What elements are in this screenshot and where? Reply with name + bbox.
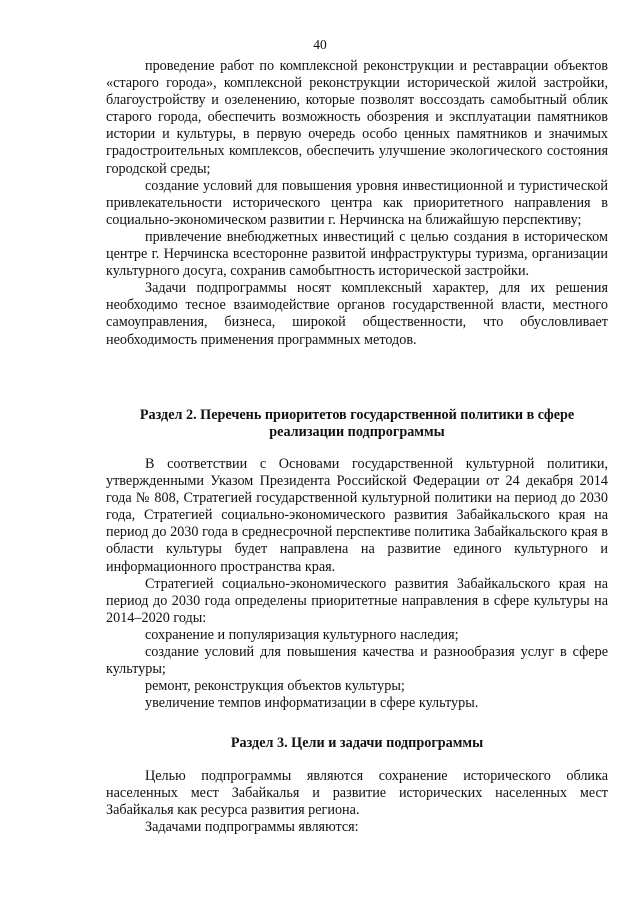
paragraph: Задачами подпрограммы являются:: [145, 819, 359, 836]
section-2-title-line-1: Раздел 2. Перечень приоритетов государственной политики в сфере: [139, 407, 575, 423]
list-item: создание условий для повышения качества и разнообразия услуг в сфере культуры;: [106, 644, 608, 678]
intro-text: [106, 58, 608, 349]
paragraph: Стратегией социально-экономического развития Забайкальского края на период до 2030 года определены приоритетные направления в сфере культуры на 2014–2020 годы:: [106, 575, 608, 626]
paragraph: Задачи подпрограммы носят комплексный характер, для их решения необходимо тесное взаимодействие органов государственной власти, местного самоуправления, бизнеса, широкой общественности, что обусловливает необходимость применения программных методов.: [106, 280, 608, 348]
paragraph: В соответствии с Основами государственной культурной политики, утвержденными Указом Президента Российской Федерации от 24 декабря 2014 года № 808, Стратегией государственной культурной политики на период до 2030 года, Стратегией социально-экономического развития Забайкальского края на период до 2030 года в среднесрочной перспективе политика Забайкальского края в области культуры будет направлена на развитие единого культурного и информационного пространства края.: [106, 456, 608, 575]
section-2-heading: [106, 407, 608, 441]
section-3-heading: [106, 735, 608, 752]
section-2-text: [106, 456, 608, 712]
section-3-text: [106, 768, 608, 836]
paragraph: проведение работ по комплексной реконструкции и реставрации объектов «старого города», комплексной реконструкции исторической жилой застройки, благоустройству и озеленению, которые позволят воссоздать самобытный облик старого города, обеспечить возможность обозрения и эксплуатации памятников истории и культуры, в первую очередь особо ценных памятников и значимых градостроительных комплексов, обеспечить улучшение экологического состояния городской среды;: [106, 58, 608, 177]
paragraph: привлечение внебюджетных инвестиций с целью создания в историческом центре г. Нерчинска всесторонне развитой инфраструктуры туризма, организации культурного досуга, сохранив самобытность исторической застройки.: [106, 228, 608, 280]
list-item: ремонт, реконструкция объектов культуры;: [145, 678, 405, 695]
list-item: увеличение темпов информатизации в сфере культуры.: [145, 695, 479, 712]
section-3-title: Раздел 3. Цели и задачи подпрограммы: [230, 735, 484, 751]
section-2-title-line-2: реализации подпрограммы: [269, 424, 445, 441]
paragraph: создание условий для повышения уровня инвестиционной и туристической привлекательности исторического центра как приоритетного направления в социально-экономическом развитии г. Нерчинска на ближайшую перспективу;: [106, 177, 608, 228]
page-number: 40: [313, 37, 327, 52]
paragraph: Целью подпрограммы являются сохранение исторического облика населенных мест Забайкалья и развитие исторических населенных мест Забайкалья как ресурса развития региона.: [106, 768, 608, 819]
list-item: сохранение и популяризация культурного наследия;: [145, 626, 459, 643]
